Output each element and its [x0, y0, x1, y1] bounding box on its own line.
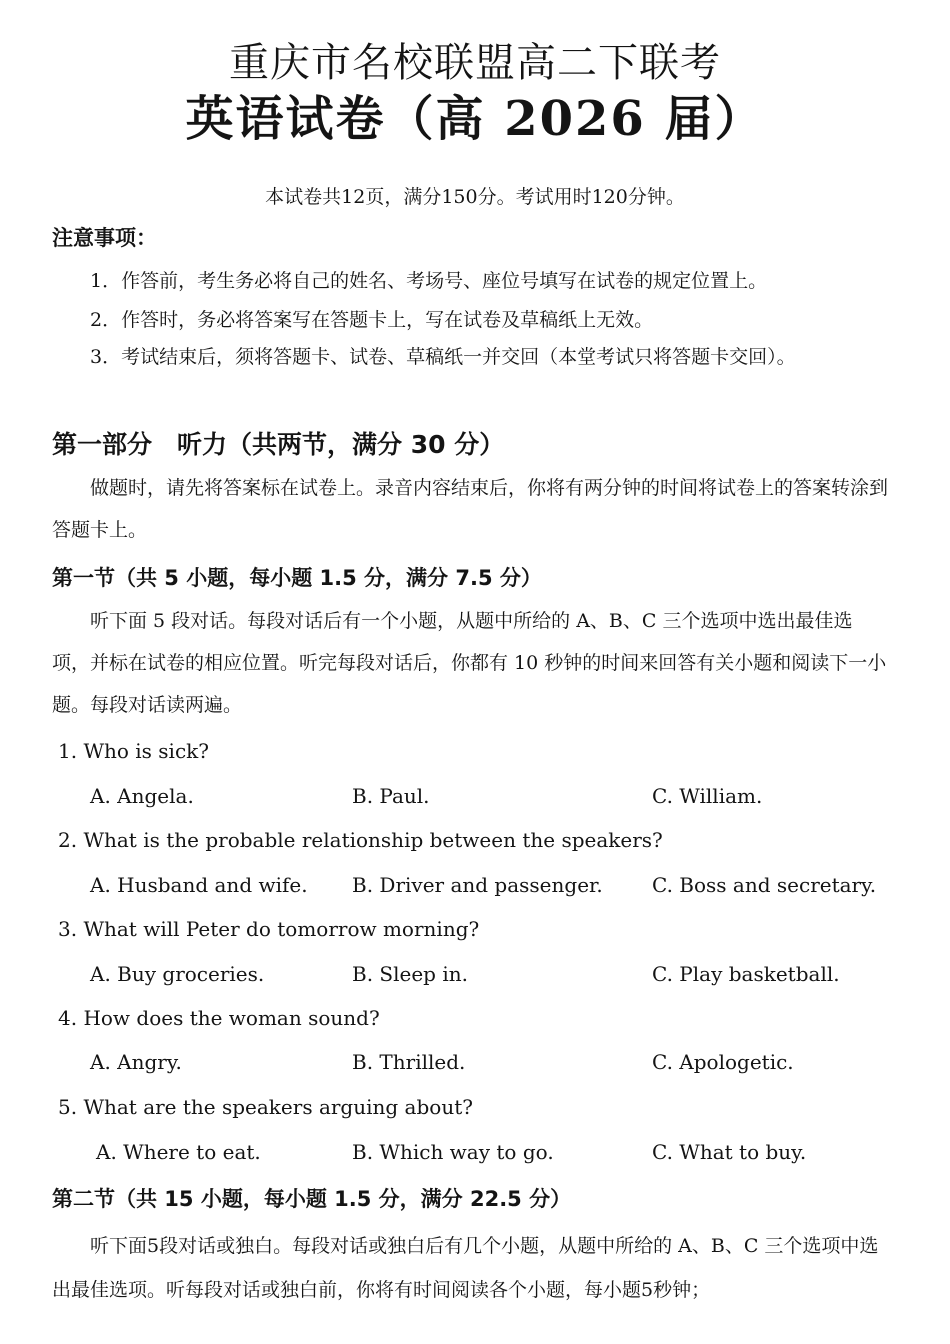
- question-stem: 5. What are the speakers arguing about?: [58, 1095, 473, 1119]
- question-stem: 1. Who is sick?: [58, 739, 209, 763]
- option-b: B. Which way to go.: [352, 1140, 554, 1164]
- option-b: B. Sleep in.: [352, 962, 468, 986]
- option-a: A. Buy groceries.: [90, 962, 265, 986]
- section2-title: 第二节（共 15 小题，每小题 1.5 分，满分 22.5 分）: [52, 1187, 572, 1211]
- exam-supertitle: 重庆市名校联盟高二下联考: [229, 40, 721, 86]
- option-b: B. Thrilled.: [352, 1050, 466, 1074]
- notice-item: 3．考试结束后，须将答题卡、试卷、草稿纸一并交回（本堂考试只将答题卡交回）。: [90, 346, 796, 368]
- option-c: C. Play basketball.: [652, 962, 840, 986]
- section1-title: 第一节（共 5 小题，每小题 1.5 分，满分 7.5 分）: [52, 566, 542, 590]
- option-c: C. What to buy.: [652, 1140, 807, 1164]
- part1-title: 第一部分 听力（共两节，满分 30 分）: [52, 430, 505, 459]
- question-stem: 4. How does the woman sound?: [58, 1006, 380, 1030]
- question-stem: 3. What will Peter do tomorrow morning?: [58, 917, 480, 941]
- question-stem: 2. What is the probable relationship between the speakers?: [58, 828, 663, 852]
- option-b: B. Driver and passenger.: [352, 873, 603, 897]
- option-a: A. Where to eat.: [96, 1140, 261, 1164]
- notice-item: 2．作答时，务必将答案写在答题卡上，写在试卷及草稿纸上无效。: [90, 309, 654, 331]
- notice-title: 注意事项：: [52, 226, 157, 250]
- exam-info: 本试卷共12页，满分150分。考试用时120分钟。: [265, 186, 685, 208]
- option-b: B. Paul.: [352, 784, 430, 808]
- option-c: C. William.: [652, 784, 763, 808]
- part1-instruction: 做题时，请先将答案标在试卷上。录音内容结束后，你将有两分钟的时间将试卷上的答案转涂到答题卡上。: [52, 477, 889, 541]
- section2-instruction: 听下面5段对话或独白。每段对话或独白后有几个小题，从题中所给的 A、B、C 三个选项中选出最佳选项。听每段对话或独白前，你将有时间阅读各个小题，每小题5秒钟；: [52, 1235, 879, 1301]
- exam-title: 英语试卷（高 2026 届）: [185, 91, 765, 147]
- option-a: A. Husband and wife.: [90, 873, 308, 897]
- option-c: C. Apologetic.: [652, 1050, 794, 1074]
- section1-instruction: 听下面 5 段对话。每段对话后有一个小题，从题中所给的 A、B、C 三个选项中选出最佳选项，并标在试卷的相应位置。听完每段对话后，你都有 10 秒钟的时间来回答有关小题和阅读下一小题。每段对话读两遍。: [52, 610, 887, 716]
- option-c: C. Boss and secretary.: [652, 873, 877, 897]
- option-a: A. Angry.: [90, 1050, 182, 1074]
- notice-item: 1．作答前，考生务必将自己的姓名、考场号、座位号填写在试卷的规定位置上。: [90, 270, 768, 292]
- option-a: A. Angela.: [90, 784, 194, 808]
